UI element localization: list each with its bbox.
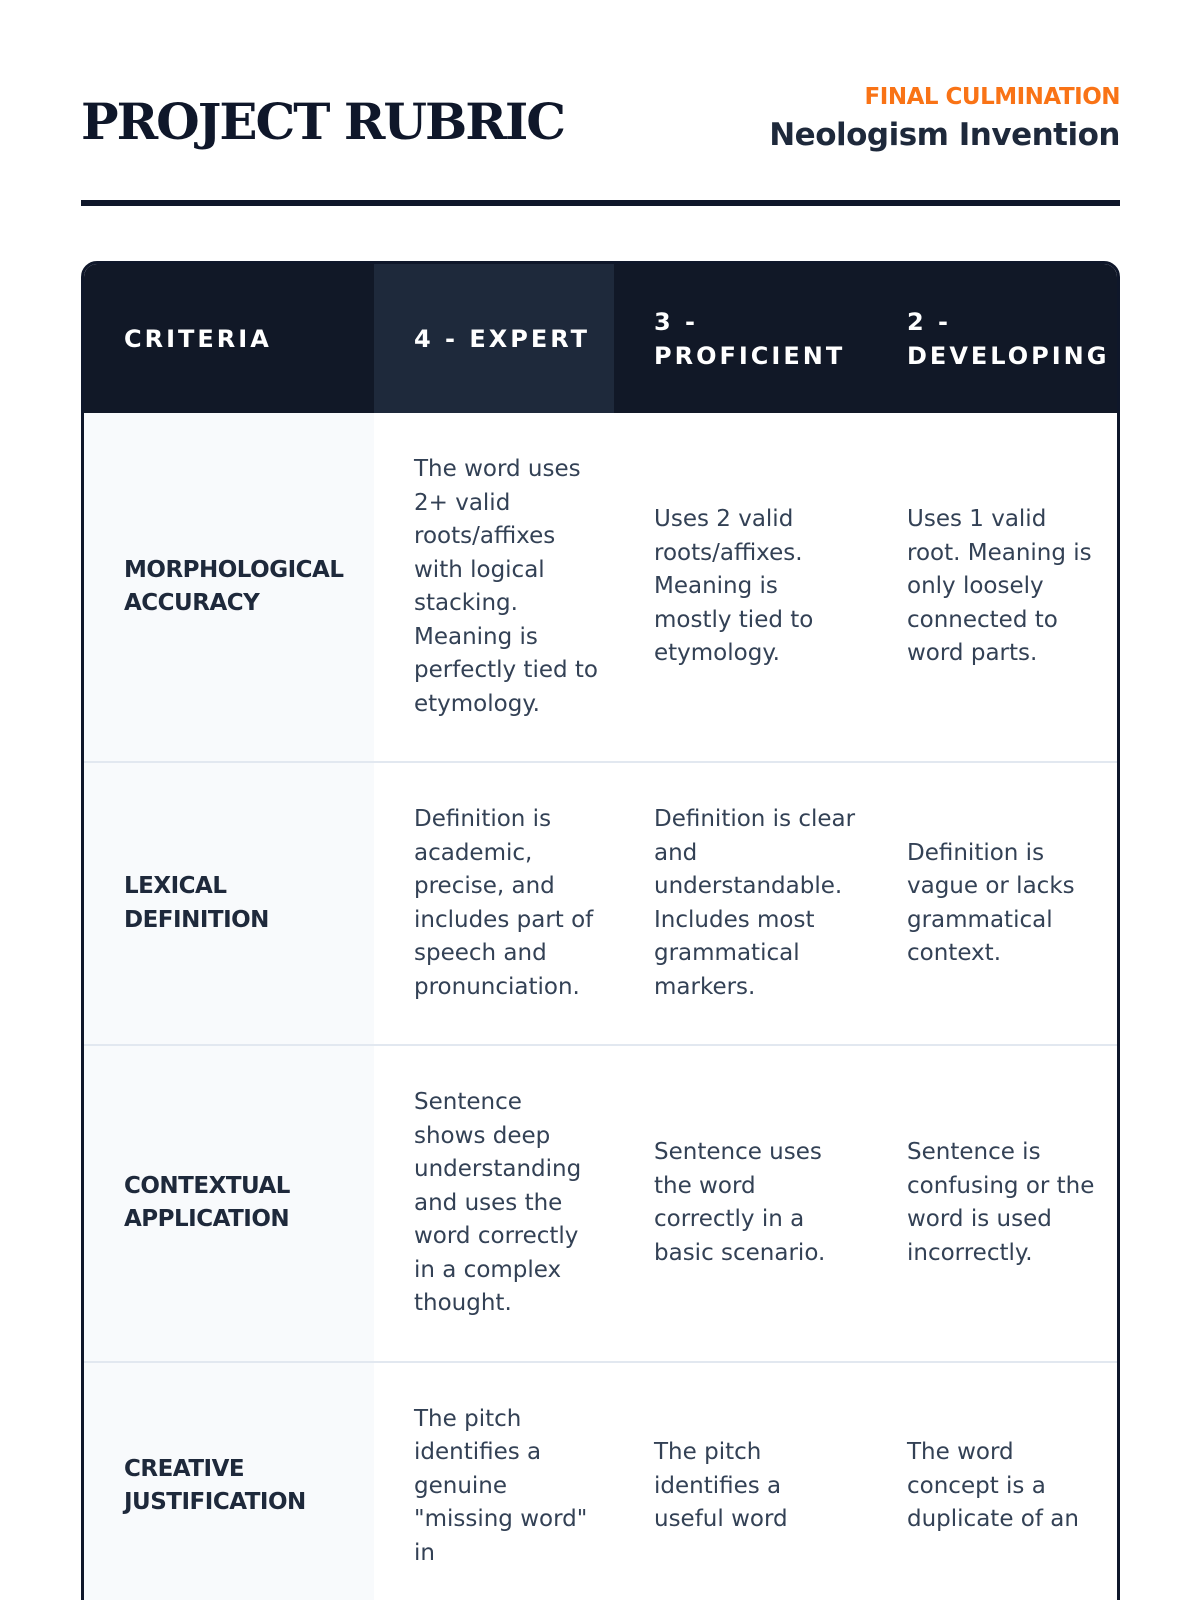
column-header-criteria: CRITERIA — [124, 324, 272, 353]
expert-cell: Definition is academic, precise, and includes part of speech and pronunciation. — [374, 763, 614, 1044]
developing-cell: The word concept is a duplicate of an — [907, 1439, 1079, 1532]
developing-cell: Uses 1 valid root. Meaning is only loosely connected to word parts. — [907, 506, 1092, 667]
proficient-cell: Uses 2 valid roots/affixes. Meaning is mostly tied to etymology. — [654, 506, 814, 667]
expert-cell: Sentence shows deep understanding and uses the word correctly in a complex thought. — [374, 1046, 614, 1361]
header-meta — [769, 80, 1120, 156]
expert-cell: The pitch identifies a genuine "missing word" in — [374, 1363, 614, 1600]
table-row — [84, 763, 1117, 1046]
table-header-row — [84, 264, 1117, 413]
column-header-developing: 2 - DEVELOPING — [907, 307, 1110, 370]
criterion-cell: CONTEXTUAL APPLICATION — [84, 1046, 374, 1361]
rubric-table — [81, 261, 1120, 1600]
page-header — [81, 0, 1120, 206]
proficient-cell: Definition is clear and understandable. Includes most grammatical markers. — [654, 806, 856, 1000]
developing-cell: Definition is vague or lacks grammatical context. — [907, 839, 1075, 966]
criterion-cell: LEXICAL DEFINITION — [84, 763, 374, 1044]
table-row — [84, 1046, 1117, 1363]
table-row — [84, 1363, 1117, 1600]
column-header-expert: 4 - EXPERT — [374, 264, 614, 413]
criterion-cell: MORPHOLOGICAL ACCURACY — [84, 413, 374, 761]
page-title: PROJECT RUBRIC — [81, 92, 565, 151]
project-subtitle: Neologism Invention — [769, 117, 1120, 153]
project-eyebrow: FINAL CULMINATION — [864, 84, 1120, 110]
column-header-proficient: 3 - PROFICIENT — [654, 307, 846, 370]
expert-cell: The word uses 2+ valid roots/affixes with logical stacking. Meaning is perfectly tied to etymology. — [374, 413, 614, 761]
table-row — [84, 413, 1117, 763]
proficient-cell: Sentence uses the word correctly in a basic scenario. — [654, 1139, 826, 1266]
criterion-cell: CREATIVE JUSTIFICATION — [84, 1363, 374, 1600]
developing-cell: Sentence is confusing or the word is used incorrectly. — [907, 1139, 1095, 1266]
proficient-cell: The pitch identifies a useful word — [654, 1439, 788, 1532]
